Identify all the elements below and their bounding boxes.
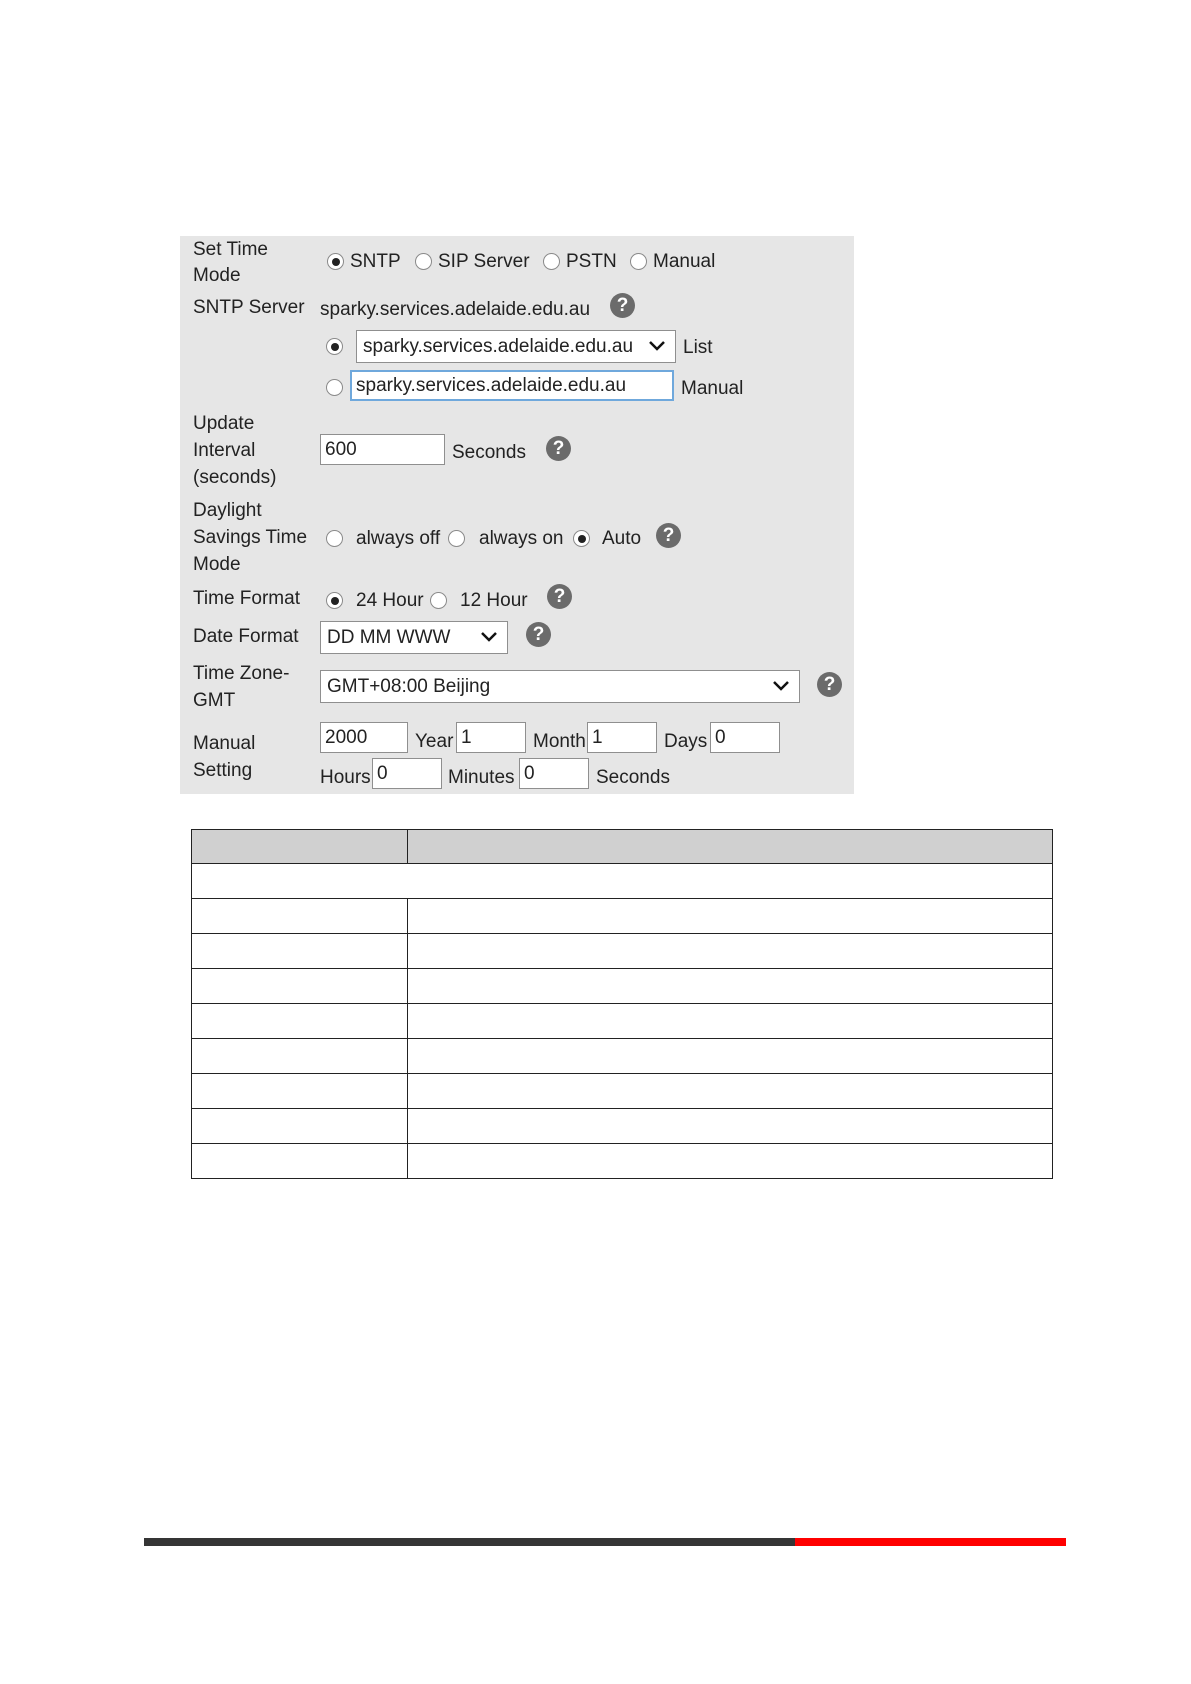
chevron-down-icon — [480, 631, 498, 643]
table-row — [192, 1004, 1053, 1039]
radio-sntp[interactable] — [327, 253, 344, 270]
time-zone-label-2: GMT — [193, 690, 236, 711]
manual-seconds-label: Seconds — [596, 767, 670, 788]
update-interval-input[interactable]: 600 — [320, 434, 445, 465]
time-settings-panel — [180, 236, 854, 794]
manual-month-input[interactable]: 1 — [456, 722, 526, 753]
radio-sip-server[interactable] — [415, 253, 432, 270]
table-row — [192, 1074, 1053, 1109]
manual-setting-label-2: Setting — [193, 760, 253, 781]
radio-24-hour-label: 24 Hour — [356, 590, 424, 611]
sntp-server-current: sparky.services.adelaide.edu.au — [320, 299, 591, 320]
table-cell — [408, 934, 1053, 969]
question-circle-icon[interactable]: ? — [526, 622, 551, 647]
time-format-label: Time Format — [193, 588, 300, 609]
manual-year-label: Year — [415, 731, 454, 752]
table-cell — [408, 899, 1053, 934]
radio-dst-always-on[interactable] — [448, 530, 465, 547]
radio-sntp-manual[interactable] — [326, 379, 343, 396]
set-time-mode-label-2: Mode — [193, 265, 241, 286]
radio-manual[interactable] — [630, 253, 647, 270]
manual-minutes-label: Minutes — [448, 767, 515, 788]
sntp-server-list-value: sparky.services.adelaide.edu.au — [363, 336, 634, 357]
question-circle-icon[interactable]: ? — [546, 436, 571, 461]
table-cell — [192, 1144, 408, 1179]
table-row — [192, 969, 1053, 1004]
chevron-down-icon — [772, 680, 790, 692]
table-cell — [192, 1109, 408, 1144]
table-row — [192, 899, 1053, 934]
manual-month-label: Month — [533, 731, 586, 752]
radio-12-hour-label: 12 Hour — [460, 590, 528, 611]
table-cell — [408, 1109, 1053, 1144]
manual-setting-label-1: Manual — [193, 733, 256, 754]
manual-seconds-first-input[interactable]: 0 — [710, 722, 780, 753]
set-time-mode-label-1: Set Time — [193, 239, 268, 260]
radio-sntp-list[interactable] — [326, 338, 343, 355]
manual-days-label: Days — [664, 731, 708, 752]
question-circle-icon[interactable]: ? — [547, 584, 572, 609]
sntp-server-label: SNTP Server — [193, 297, 305, 318]
radio-dst-always-off-label: always off — [356, 528, 441, 549]
dst-label-1: Daylight — [193, 500, 262, 521]
radio-sip-server-label: SIP Server — [438, 251, 530, 272]
table-cell — [192, 864, 1053, 899]
update-interval-label-1: Update — [193, 413, 255, 434]
table-cell — [192, 1074, 408, 1109]
manual-minutes-input[interactable]: 0 — [519, 758, 589, 789]
description-table — [191, 829, 1053, 1179]
table-header-cell — [408, 830, 1053, 864]
radio-dst-always-off[interactable] — [326, 530, 343, 547]
table-row — [192, 864, 1053, 899]
radio-pstn[interactable] — [543, 253, 560, 270]
radio-dst-auto-label: Auto — [602, 528, 642, 549]
dst-label-3: Mode — [193, 554, 241, 575]
radio-dst-auto[interactable] — [573, 530, 590, 547]
time-zone-label-1: Time Zone- — [193, 663, 290, 684]
table-cell — [192, 969, 408, 1004]
radio-12-hour[interactable] — [430, 592, 447, 609]
table-cell — [408, 969, 1053, 1004]
time-zone-select[interactable] — [320, 670, 800, 703]
table-cell — [192, 1004, 408, 1039]
date-format-select[interactable] — [320, 621, 508, 654]
date-format-label: Date Format — [193, 626, 299, 647]
date-format-value: DD MM WWW — [327, 627, 451, 648]
table-cell — [408, 1039, 1053, 1074]
dst-label-2: Savings Time — [193, 527, 308, 548]
manual-days-input[interactable]: 1 — [587, 722, 657, 753]
chevron-down-icon — [648, 340, 666, 352]
radio-sntp-label: SNTP — [350, 251, 401, 272]
table-row — [192, 1039, 1053, 1074]
table-cell — [192, 934, 408, 969]
table-cell — [192, 1039, 408, 1074]
radio-manual-label: Manual — [653, 251, 716, 272]
footer-bar-dark — [144, 1538, 795, 1546]
radio-dst-always-on-label: always on — [479, 528, 564, 549]
table-row — [192, 1109, 1053, 1144]
question-circle-icon[interactable]: ? — [610, 293, 635, 318]
table-header-row — [192, 830, 1053, 864]
sntp-manual-label: Manual — [681, 378, 744, 399]
radio-pstn-label: PSTN — [566, 251, 617, 272]
radio-24-hour[interactable] — [326, 592, 343, 609]
sntp-server-list-select[interactable] — [356, 330, 676, 363]
table-cell — [408, 1004, 1053, 1039]
manual-hours-label: Hours — [320, 767, 371, 788]
update-interval-label-3: (seconds) — [193, 467, 277, 488]
table-cell — [408, 1074, 1053, 1109]
manual-year-input[interactable]: 2000 — [320, 722, 408, 753]
footer-bar-red — [795, 1538, 1066, 1546]
table-header-cell — [192, 830, 408, 864]
table-cell — [192, 899, 408, 934]
manual-hours-input[interactable]: 0 — [372, 758, 442, 789]
table-cell — [408, 1144, 1053, 1179]
question-circle-icon[interactable]: ? — [817, 672, 842, 697]
update-interval-unit: Seconds — [452, 442, 526, 463]
sntp-server-manual-input[interactable]: sparky.services.adelaide.edu.au — [350, 370, 674, 401]
sntp-list-label: List — [683, 337, 713, 358]
time-zone-value: GMT+08:00 Beijing — [327, 676, 491, 697]
question-circle-icon[interactable]: ? — [656, 523, 681, 548]
update-interval-label-2: Interval — [193, 440, 256, 461]
table-row — [192, 934, 1053, 969]
table-row — [192, 1144, 1053, 1179]
